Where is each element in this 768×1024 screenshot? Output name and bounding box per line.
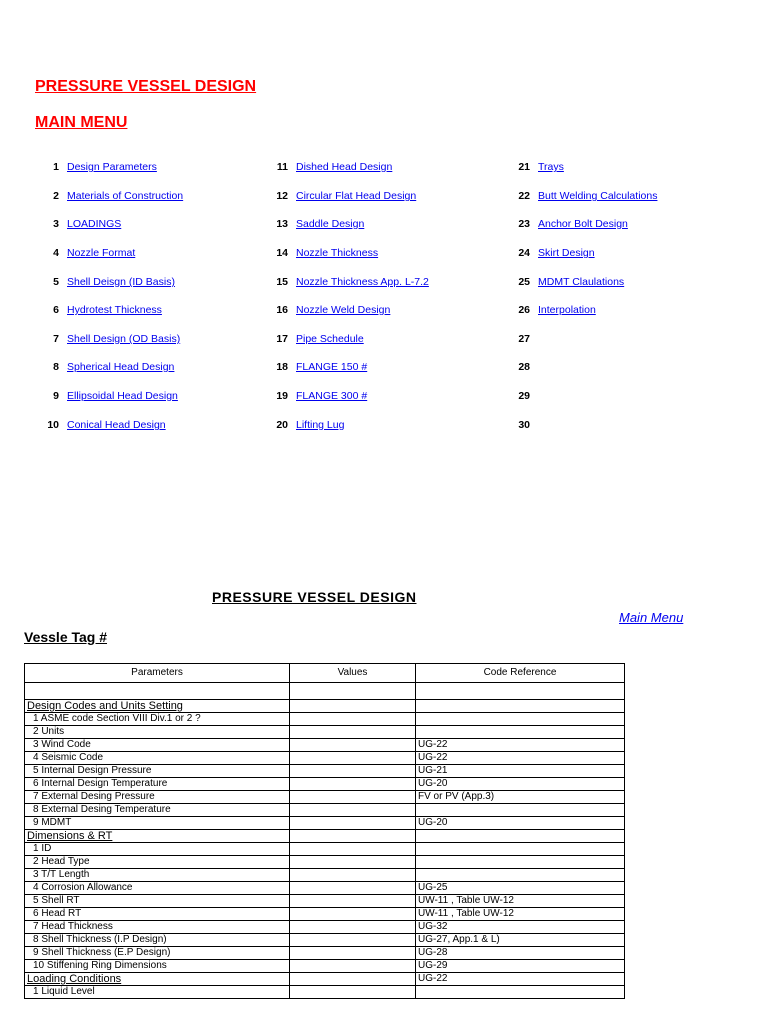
table-row	[25, 739, 625, 752]
menu-item-number: 24	[518, 247, 530, 259]
parameter-label: 3 T/T Length	[25, 869, 290, 882]
section-row	[25, 830, 625, 843]
section-label: Design Codes and Units Setting	[25, 700, 290, 713]
menu-item-number: 21	[518, 161, 530, 173]
menu-item-number: 1	[53, 161, 59, 173]
menu-item-number: 23	[518, 218, 530, 230]
header-values: Values	[290, 664, 416, 683]
table-row	[25, 817, 625, 830]
code-reference-cell	[416, 830, 625, 843]
menu-item-link[interactable]: Dished Head Design	[296, 161, 393, 173]
value-cell[interactable]	[290, 778, 416, 791]
menu-item-link[interactable]: Nozzle Weld Design	[296, 304, 391, 316]
code-reference-cell: UG-29	[416, 960, 625, 973]
menu-item-number: 14	[276, 247, 288, 259]
value-cell[interactable]	[290, 895, 416, 908]
parameter-label: 10 Stiffening Ring Dimensions	[25, 960, 290, 973]
menu-item-link[interactable]: Saddle Design	[296, 218, 365, 230]
table-row	[25, 947, 625, 960]
code-reference-cell	[416, 843, 625, 856]
parameter-label: 2 Head Type	[25, 856, 290, 869]
menu-item-number: 3	[53, 218, 59, 230]
value-cell[interactable]	[290, 791, 416, 804]
menu-item-link[interactable]: Ellipsoidal Head Design	[67, 390, 178, 402]
code-reference-cell	[416, 986, 625, 999]
parameter-label: 9 Shell Thickness (E.P Design)	[25, 947, 290, 960]
table-row	[25, 908, 625, 921]
code-reference-cell: UG-22	[416, 739, 625, 752]
menu-item-number: 9	[53, 390, 59, 402]
value-cell[interactable]	[290, 843, 416, 856]
parameter-label: 2 Units	[25, 726, 290, 739]
design-parameters-table	[24, 663, 625, 999]
table-row	[25, 921, 625, 934]
value-cell[interactable]	[290, 908, 416, 921]
table-spacer-row	[25, 683, 625, 700]
header-parameters: Parameters	[25, 664, 290, 683]
menu-item-number: 6	[53, 304, 59, 316]
code-reference-cell: UG-22	[416, 752, 625, 765]
parameter-label: 4 Seismic Code	[25, 752, 290, 765]
menu-item-number: 27	[518, 333, 530, 345]
parameter-label: 1 Liquid Level	[25, 986, 290, 999]
parameter-label: 7 Head Thickness	[25, 921, 290, 934]
menu-item-number: 7	[53, 333, 59, 345]
vessel-tag-label: Vessle Tag #	[24, 629, 108, 645]
code-reference-cell: UG-21	[416, 765, 625, 778]
menu-item-number: 30	[518, 419, 530, 431]
value-cell[interactable]	[290, 882, 416, 895]
menu-item-number: 4	[53, 247, 59, 259]
table-header-row	[25, 664, 625, 683]
menu-item-link[interactable]: FLANGE 150 #	[296, 361, 368, 373]
menu-item-number: 19	[276, 390, 288, 402]
parameter-label: 3 Wind Code	[25, 739, 290, 752]
menu-item-link[interactable]: Hydrotest Thickness	[67, 304, 162, 316]
header-code-reference: Code Reference	[416, 664, 625, 683]
code-reference-cell	[416, 804, 625, 817]
menu-item-link[interactable]: Anchor Bolt Design	[538, 218, 628, 230]
table-row	[25, 869, 625, 882]
value-cell[interactable]	[290, 817, 416, 830]
code-reference-cell	[416, 726, 625, 739]
section-label: Loading Conditions	[25, 973, 290, 986]
main-menu-link[interactable]: Main Menu	[619, 610, 684, 625]
menu-item-number: 12	[276, 190, 288, 202]
menu-item-number: 22	[518, 190, 530, 202]
value-cell[interactable]	[290, 830, 416, 843]
parameter-label: 9 MDMT	[25, 817, 290, 830]
value-cell[interactable]	[290, 960, 416, 973]
menu-item-link[interactable]: Butt Welding Calculations	[538, 190, 658, 202]
table-row	[25, 752, 625, 765]
parameter-label: 8 Shell Thickness (I.P Design)	[25, 934, 290, 947]
value-cell[interactable]	[290, 700, 416, 713]
parameter-label: 8 External Desing Temperature	[25, 804, 290, 817]
menu-item-link[interactable]: MDMT Claulations	[538, 276, 625, 288]
menu-item-number: 13	[276, 218, 288, 230]
menu-item-number: 2	[53, 190, 59, 202]
parameter-label: 4 Corrosion Allowance	[25, 882, 290, 895]
parameter-label: 6 Head RT	[25, 908, 290, 921]
table-row	[25, 856, 625, 869]
value-cell[interactable]	[290, 973, 416, 986]
table-row	[25, 778, 625, 791]
menu-item-number: 15	[276, 276, 288, 288]
menu-item-link[interactable]: Nozzle Thickness App. L-7.2	[296, 276, 429, 288]
menu-item-link[interactable]: Circular Flat Head Design	[296, 190, 417, 202]
menu-item-number: 25	[518, 276, 530, 288]
code-reference-cell: UG-25	[416, 882, 625, 895]
table-row	[25, 765, 625, 778]
menu-item-link[interactable]: Nozzle Format	[67, 247, 136, 259]
menu-item-link[interactable]: Interpolation	[538, 304, 596, 316]
value-cell[interactable]	[290, 713, 416, 726]
menu-item-link[interactable]: LOADINGS	[67, 218, 122, 230]
menu-item-link[interactable]: Shell Deisgn (ID Basis)	[67, 276, 175, 288]
section-row	[25, 700, 625, 713]
page-title: PRESSURE VESSEL DESIGN	[35, 78, 257, 95]
value-cell[interactable]	[290, 752, 416, 765]
parameter-label: 1 ASME code Section VIII Div.1 or 2 ?	[25, 713, 290, 726]
menu-item-number: 29	[518, 390, 530, 402]
value-cell[interactable]	[290, 726, 416, 739]
table-row	[25, 934, 625, 947]
menu-item-link[interactable]: Trays	[538, 161, 564, 173]
menu-item-number: 5	[53, 276, 59, 288]
value-cell[interactable]	[290, 921, 416, 934]
main-menu-heading: MAIN MENU	[35, 114, 128, 131]
menu-item-number: 26	[518, 304, 530, 316]
menu-item-number: 10	[47, 419, 59, 431]
code-reference-cell	[416, 713, 625, 726]
table-row	[25, 986, 625, 999]
table-row	[25, 726, 625, 739]
table-row	[25, 843, 625, 856]
section-row	[25, 973, 625, 986]
code-reference-cell: UG-20	[416, 778, 625, 791]
code-reference-cell: UG-20	[416, 817, 625, 830]
parameter-label: 1 ID	[25, 843, 290, 856]
code-reference-cell: UG-22	[416, 973, 625, 986]
value-cell[interactable]	[290, 947, 416, 960]
menu-item-link[interactable]: Lifting Lug	[296, 419, 345, 431]
menu-item-link[interactable]: Skirt Design	[538, 247, 595, 259]
table-row	[25, 804, 625, 817]
code-reference-cell: UG-28	[416, 947, 625, 960]
code-reference-cell: UG-32	[416, 921, 625, 934]
menu-item-link[interactable]: Design Parameters	[67, 161, 157, 173]
code-reference-cell: UG-27, App.1 & L)	[416, 934, 625, 947]
value-cell[interactable]	[290, 739, 416, 752]
value-cell[interactable]	[290, 934, 416, 947]
menu-item-link[interactable]: FLANGE 300 #	[296, 390, 368, 402]
table-row	[25, 882, 625, 895]
menu-item-number: 20	[276, 419, 288, 431]
value-cell[interactable]	[290, 856, 416, 869]
menu-item-link[interactable]: Shell Design (OD Basis)	[67, 333, 181, 345]
value-cell[interactable]	[290, 986, 416, 999]
menu-item-link[interactable]: Nozzle Thickness	[296, 247, 379, 259]
menu-item-number: 16	[276, 304, 288, 316]
table-row	[25, 960, 625, 973]
code-reference-cell: FV or PV (App.3)	[416, 791, 625, 804]
section-label: Dimensions & RT	[25, 830, 290, 843]
code-reference-cell	[416, 856, 625, 869]
menu-item-number: 18	[276, 361, 288, 373]
parameter-label: 5 Shell RT	[25, 895, 290, 908]
code-reference-cell	[416, 700, 625, 713]
code-reference-cell	[416, 869, 625, 882]
value-cell[interactable]	[290, 804, 416, 817]
table-row	[25, 791, 625, 804]
parameter-label: 5 Internal Design Pressure	[25, 765, 290, 778]
code-reference-cell: UW-11 , Table UW-12	[416, 895, 625, 908]
menu-item-link[interactable]: Conical Head Design	[67, 419, 166, 431]
menu-item-link[interactable]: Spherical Head Design	[67, 361, 175, 373]
value-cell[interactable]	[290, 869, 416, 882]
menu-item-number: 8	[53, 361, 59, 373]
menu-item-number: 11	[276, 161, 288, 173]
table-row	[25, 895, 625, 908]
value-cell[interactable]	[290, 765, 416, 778]
parameter-label: 7 External Desing Pressure	[25, 791, 290, 804]
menu-item-link[interactable]: Materials of Construction	[67, 190, 184, 202]
menu-item-number: 28	[518, 361, 530, 373]
table-row	[25, 713, 625, 726]
code-reference-cell: UW-11 , Table UW-12	[416, 908, 625, 921]
menu-item-number: 17	[276, 333, 288, 345]
menu-item-link[interactable]: Pipe Schedule	[296, 333, 364, 345]
sheet-title: PRESSURE VESSEL DESIGN	[212, 589, 417, 605]
parameter-label: 6 Internal Design Temperature	[25, 778, 290, 791]
